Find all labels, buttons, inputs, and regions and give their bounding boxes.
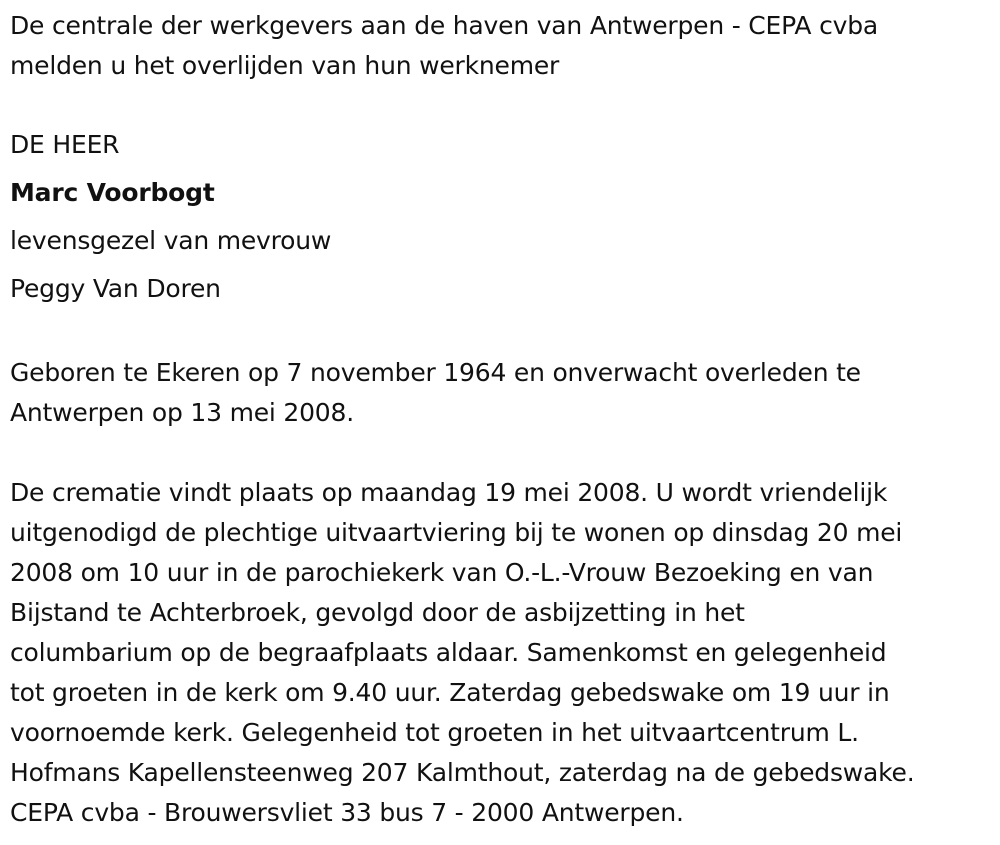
details-line: columbarium op de begraafplaats aldaar. Samenkomst en gelegenheid — [10, 638, 887, 667]
details-line: tot groeten in de kerk om 9.40 uur. Zaterdag gebedswake om 19 uur in — [10, 678, 890, 707]
spacer — [10, 313, 995, 353]
intro-line: melden u het overlijden van hun werknemer — [10, 51, 560, 80]
deceased-title: DE HEER — [10, 130, 120, 159]
intro-paragraph — [10, 6, 995, 86]
details-line: Hofmans Kapellensteenweg 207 Kalmthout, zaterdag na de gebedswake. — [10, 758, 915, 787]
dates-paragraph — [10, 353, 995, 433]
details-line: Bijstand te Achterbroek, gevolgd door de asbijzetting in het — [10, 598, 745, 627]
address-line: CEPA cvba - Brouwersvliet 33 bus 7 - 2000 Antwerpen. — [10, 798, 684, 827]
deceased-name: Marc Voorbogt — [10, 178, 215, 207]
details-line: 2008 om 10 uur in de parochiekerk van O.-L.-Vrouw Bezoeking en van — [10, 558, 874, 587]
dates-line: Geboren te Ekeren op 7 november 1964 en onverwacht overleden te — [10, 358, 861, 387]
details-line: uitgenodigd de plechtige uitvaartviering bij te wonen op dinsdag 20 mei — [10, 518, 903, 547]
details-line: De crematie vindt plaats op maandag 19 mei 2008. U wordt vriendelijk — [10, 478, 888, 507]
details-line: voornoemde kerk. Gelegenheid tot groeten in het uitvaartcentrum L. — [10, 718, 859, 747]
death-notice — [10, 6, 995, 833]
relation-text: levensgezel van mevrouw — [10, 226, 332, 255]
details-paragraph — [10, 473, 995, 833]
dates-line: Antwerpen op 13 mei 2008. — [10, 398, 354, 427]
partner-name: Peggy Van Doren — [10, 274, 221, 303]
spacer — [10, 433, 995, 473]
intro-line: De centrale der werkgevers aan de haven van Antwerpen - CEPA cvba — [10, 11, 878, 40]
deceased-block — [10, 121, 995, 313]
